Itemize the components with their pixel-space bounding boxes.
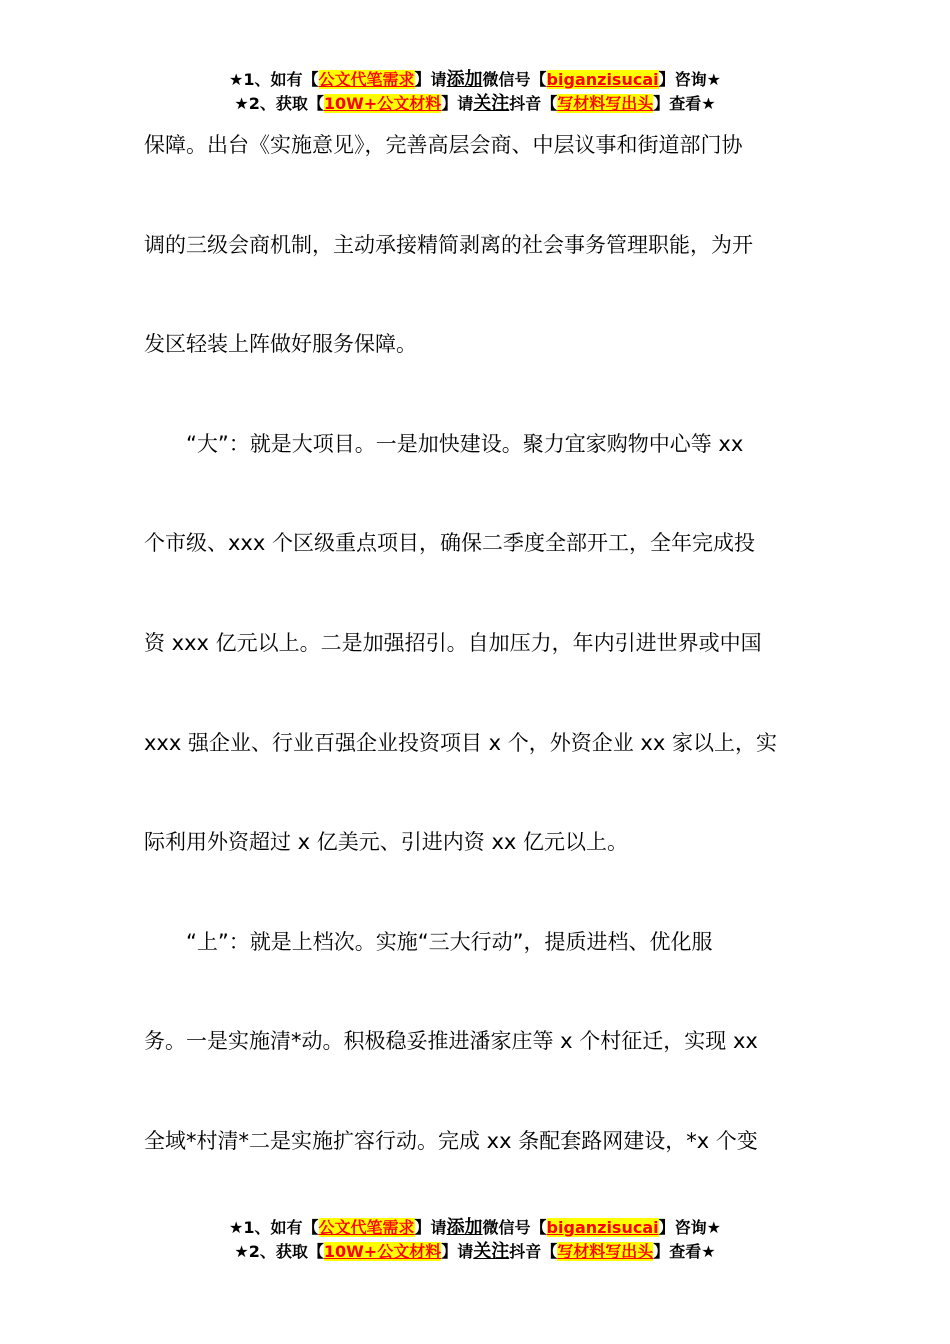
header-line-2: ★2、获取【10W+公文材料】请关注抖音【写材料写出头】查看★ (234, 93, 716, 114)
text-line: 个市级、xxx 个区级重点项目，确保二季度全部开工，全年完成投 (144, 531, 755, 556)
text-line: xxx 强企业、行业百强企业投资项目 x 个，外资企业 xx 家以上，实 (144, 730, 777, 755)
text-line: 际利用外资超过 x 亿美元、引进内资 xx 亿元以上。 (144, 830, 628, 855)
paragraph (144, 124, 824, 423)
footer-highlight-materials: 10W+公文材料 (323, 1242, 442, 1261)
footer-highlight-writing-service: 公文代笔需求 (318, 1218, 415, 1237)
header-highlight-materials: 10W+公文材料 (323, 94, 442, 113)
text-line: “上”：就是上档次。实施“三大行动”，提质进档、优化服 (186, 929, 713, 954)
text-line: 保障。出台《实施意见》，完善高层会商、中层议事和街道部门协 (144, 133, 743, 157)
paragraph (144, 921, 824, 1220)
text-line: “大”：就是大项目。一是加快建设。聚力宜家购物中心等 xx (186, 431, 744, 456)
footer-highlight-wechat-id: biganzisucai (546, 1218, 659, 1237)
footer-line-1: ★1、如有【公文代笔需求】请添加微信号【biganzisucai】咨询★ (229, 1217, 721, 1238)
header-highlight-douyin-account: 写材料写出头 (557, 94, 654, 113)
footer-line-2: ★2、获取【10W+公文材料】请关注抖音【写材料写出头】查看★ (234, 1241, 716, 1262)
footer-highlight-douyin-account: 写材料写出头 (557, 1242, 654, 1261)
document-body (144, 124, 824, 1220)
header-line-1: ★1、如有【公文代笔需求】请添加微信号【biganzisucai】咨询★ (229, 69, 721, 90)
text-line: 全域*村清*二是实施扩容行动。完成 xx 条配套路网建设，*x 个变 (144, 1128, 758, 1153)
footer-banner (0, 1216, 950, 1264)
paragraph (144, 423, 824, 921)
header-highlight-writing-service: 公文代笔需求 (318, 70, 415, 89)
header-highlight-wechat-id: biganzisucai (546, 70, 659, 89)
text-line: 务。一是实施清*动。积极稳妥推进潘家庄等 x 个村征迁，实现 xx (144, 1029, 758, 1054)
text-line: 发区轻装上阵做好服务保障。 (144, 332, 417, 357)
header-banner (0, 68, 950, 116)
text-line: 资 xxx 亿元以上。二是加强招引。自加压力，年内引进世界或中国 (144, 630, 762, 655)
text-line: 调的三级会商机制，主动承接精简剥离的社会事务管理职能，为开 (144, 232, 753, 257)
